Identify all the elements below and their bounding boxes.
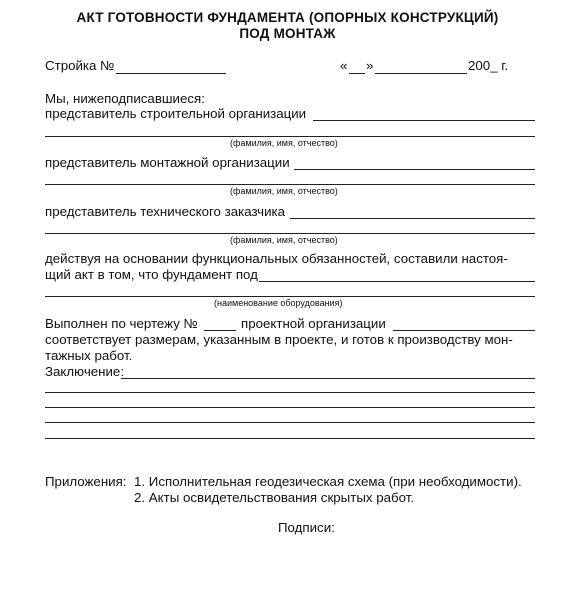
date-open-quote: « [340,58,348,73]
representative-customer-blank [290,218,535,219]
drawing-suffix: проектной организации [241,316,386,331]
conclusion-blank-1 [121,378,535,379]
body-line1: действуя на основании функциональных обязанностей, составили настоя- [45,251,508,266]
representative-construction-caption: (фамилия, имя, отчество) [230,138,338,148]
representative-installation-label: представитель монтажной организации [45,155,290,170]
stroika-label: Стройка № [45,58,115,73]
document-title-line2: ПОД МОНТАЖ [239,26,336,41]
stroika-number-blank [116,73,226,74]
conclusion-blank-2 [45,392,535,393]
date-close-quote: » [366,58,374,73]
equipment-caption: (наименование оборудования) [214,298,343,308]
attachment-item-1: 1. Исполнительная геодезическая схема (при необходимости). [134,474,522,489]
body-line4: соответствует размерам, указанным в проекте, и готов к производству мон- [45,332,513,347]
conclusion-label: Заключение: [45,364,125,379]
representative-construction-blank-2 [45,136,535,137]
conclusion-blank-4 [45,422,535,423]
representative-construction-blank [313,120,535,121]
equipment-blank [259,281,535,282]
intro-text: Мы, нижеподписавшиеся: [45,91,205,106]
representative-customer-label: представитель технического заказчика [45,204,286,219]
drawing-number-blank [204,330,236,331]
equipment-blank-2 [45,296,535,297]
design-organization-blank [393,330,535,331]
representative-installation-blank-2 [45,184,535,185]
conclusion-blank-5 [45,438,535,439]
date-year: 200_ г. [468,58,509,73]
representative-construction-label: представитель строительной организации [45,106,307,121]
date-month-blank [375,73,467,74]
attachment-item-2: 2. Акты освидетельствования скрытых работ. [134,490,415,505]
body-line5: тажных работ. [45,348,133,363]
body-line2: щий акт в том, что фундамент под [45,267,258,282]
representative-customer-caption: (фамилия, имя, отчество) [230,235,338,245]
drawing-prefix: Выполнен по чертежу № [45,316,198,331]
document-title-line1: АКТ ГОТОВНОСТИ ФУНДАМЕНТА (ОПОРНЫХ КОНСТРУКЦИЙ) [76,10,499,25]
representative-installation-blank [294,169,535,170]
conclusion-blank-3 [45,407,535,408]
attachments-label: Приложения: [45,474,127,489]
date-day-blank [349,73,365,74]
representative-customer-blank-2 [45,233,535,234]
representative-installation-caption: (фамилия, имя, отчество) [230,186,338,196]
signatures-label: Подписи: [278,520,335,535]
